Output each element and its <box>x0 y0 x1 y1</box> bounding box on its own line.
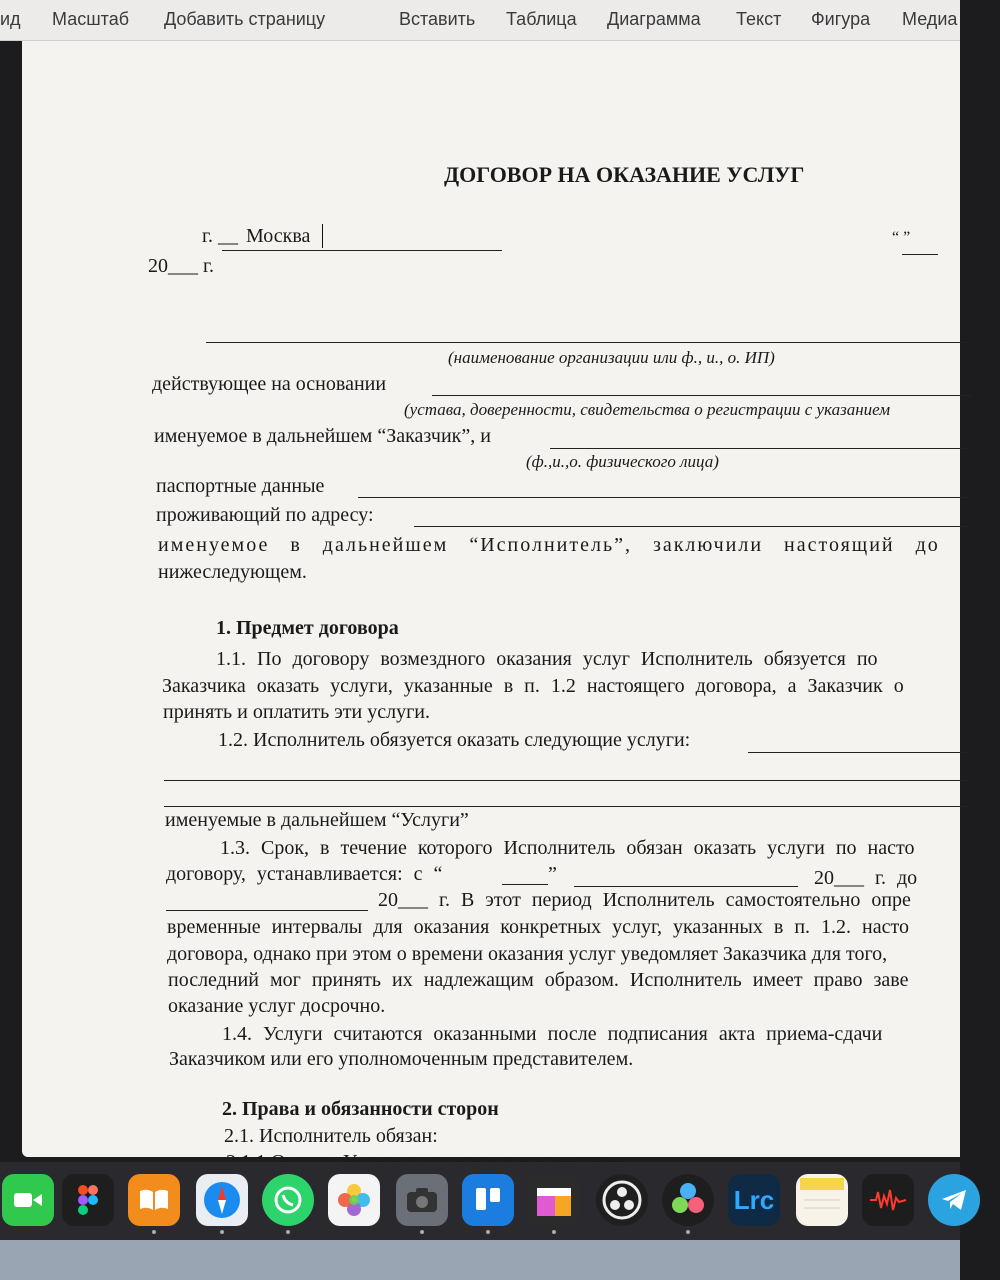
lightroom-icon[interactable]: Lrc <box>728 1174 780 1226</box>
trello-icon[interactable] <box>462 1174 514 1226</box>
p1-3-line2c: 20___ г. до <box>814 867 918 889</box>
p1-3-line2a: договору, устанавливается: с “ <box>166 863 443 885</box>
p1-1-line3: принять и оплатить эти услуги. <box>163 701 431 723</box>
p1-3-line4: временные интервалы для оказания конкретных услуг, указанных в п. 1.2. насто <box>167 916 909 938</box>
city-value[interactable]: Москва <box>246 225 311 247</box>
final-cut-running-dot <box>552 1230 556 1234</box>
books-icon[interactable] <box>128 1174 180 1226</box>
davinci-icon[interactable] <box>662 1174 714 1226</box>
toolbar-insert-button[interactable]: Вставить <box>399 9 476 29</box>
books-running-dot <box>152 1230 156 1234</box>
acting-basis-label: действующее на основании <box>152 373 387 395</box>
services-named: именуемые в дальнейшем “Услуги” <box>165 809 469 831</box>
toolbar-view-button[interactable]: ид <box>0 9 21 29</box>
obs-icon[interactable] <box>596 1174 648 1226</box>
toolbar-zoom-button[interactable]: Масштаб <box>52 9 130 29</box>
text-cursor <box>322 224 323 248</box>
toolbar-add-page-button[interactable]: Добавить страницу <box>164 9 326 29</box>
toolbar-table-button[interactable]: Таблица <box>506 9 577 29</box>
screenshot-icon[interactable] <box>396 1174 448 1226</box>
davinci-running-dot <box>686 1230 690 1234</box>
section2-title: 2. Права и обязанности сторон <box>222 1098 499 1120</box>
document-title: ДОГОВОР НА ОКАЗАНИЕ УСЛУГ <box>444 162 805 187</box>
whatsapp-icon[interactable] <box>262 1174 314 1226</box>
city-underline <box>222 250 502 251</box>
screenshot-running-dot <box>420 1230 424 1234</box>
date-from-day-underline <box>502 884 548 885</box>
date-to-underline <box>166 910 368 911</box>
notes-icon[interactable] <box>796 1174 848 1226</box>
p1-4-line2: Заказчиком или его уполномоченным представителем. <box>169 1048 634 1070</box>
basis-underline <box>432 395 972 396</box>
named-customer: именуемое в дальнейшем “Заказчик”, и <box>154 425 491 447</box>
telegram-icon[interactable] <box>928 1174 980 1226</box>
hint-org: (наименование организации или ф., и., о. ИП) <box>448 348 775 367</box>
city-prefix: г. __ <box>202 225 238 247</box>
screen-bezel <box>0 1240 960 1280</box>
p2-1-line: 2.1. Исполнитель обязан: <box>224 1125 438 1147</box>
services-underline-3 <box>164 806 970 807</box>
final-cut-icon[interactable] <box>528 1174 580 1226</box>
toolbar-media-button[interactable]: Медиа <box>902 9 958 29</box>
passport-label: паспортные данные <box>156 475 325 497</box>
whatsapp-running-dot <box>286 1230 290 1234</box>
toolbar-shape-button[interactable]: Фигура <box>811 9 871 29</box>
dock <box>0 1162 960 1240</box>
p1-3-line5: договора, однако при этом о времени оказания услуг уведомляет Заказчика для того, <box>167 943 888 965</box>
p1-4-line1: 1.4. Услуги считаются оказанными после подписания акта приема-сдачи <box>222 1023 883 1045</box>
date-day-underline <box>902 254 938 255</box>
section1-title: 1. Предмет договора <box>216 617 399 639</box>
p1-3-line7: оказание услуг досрочно. <box>168 995 386 1017</box>
passport-underline <box>358 497 968 498</box>
p1-2-line: 1.2. Исполнитель обязуется оказать следующие услуги: <box>218 729 691 751</box>
p1-3-line2b: ” <box>548 863 557 885</box>
toolbar-text-button[interactable]: Текст <box>736 9 782 29</box>
p1-1-line2: Заказчика оказать услуги, указанные в п. 1.2 настоящего договора, а Заказчик о <box>162 675 904 697</box>
voice-memos-icon[interactable] <box>862 1174 914 1226</box>
named-executor: именуемое в дальнейшем “Исполнитель”, заключили настоящий до <box>158 534 940 556</box>
below-text: нижеследующем. <box>158 561 307 583</box>
toolbar-chart-button[interactable]: Диаграмма <box>607 9 701 29</box>
person-underline <box>550 448 970 449</box>
org-name-underline <box>206 342 966 343</box>
document-page[interactable] <box>22 41 960 1157</box>
year-line: 20___ г. <box>148 255 214 277</box>
hint-basis: (устава, доверенности, свидетельства о регистрации с указанием <box>404 400 891 419</box>
p1-3-line3: 20___ г. В этот период Исполнитель самостоятельно опре <box>378 889 911 911</box>
safari-running-dot <box>220 1230 224 1234</box>
facetime-icon[interactable] <box>2 1174 54 1226</box>
services-underline-2 <box>164 780 970 781</box>
p1-3-line1: 1.3. Срок, в течение которого Исполнитель обязан оказать услуги по насто <box>220 837 915 859</box>
safari-icon[interactable] <box>196 1174 248 1226</box>
address-underline <box>414 526 970 527</box>
date-quotes: “ ” <box>892 229 911 246</box>
p1-3-line6: последний мог принять их надлежащим образом. Исполнитель имеет право заве <box>168 969 909 991</box>
figma-icon[interactable] <box>62 1174 114 1226</box>
photos-icon[interactable] <box>328 1174 380 1226</box>
address-label: проживающий по адресу: <box>156 504 374 526</box>
p1-1-line1: 1.1. По договору возмездного оказания услуг Исполнитель обязуется по <box>216 648 878 670</box>
trello-running-dot <box>486 1230 490 1234</box>
services-underline-1 <box>748 752 970 753</box>
hint-person: (ф.,и.,о. физического лица) <box>526 452 719 471</box>
date-from-month-underline <box>574 886 798 887</box>
